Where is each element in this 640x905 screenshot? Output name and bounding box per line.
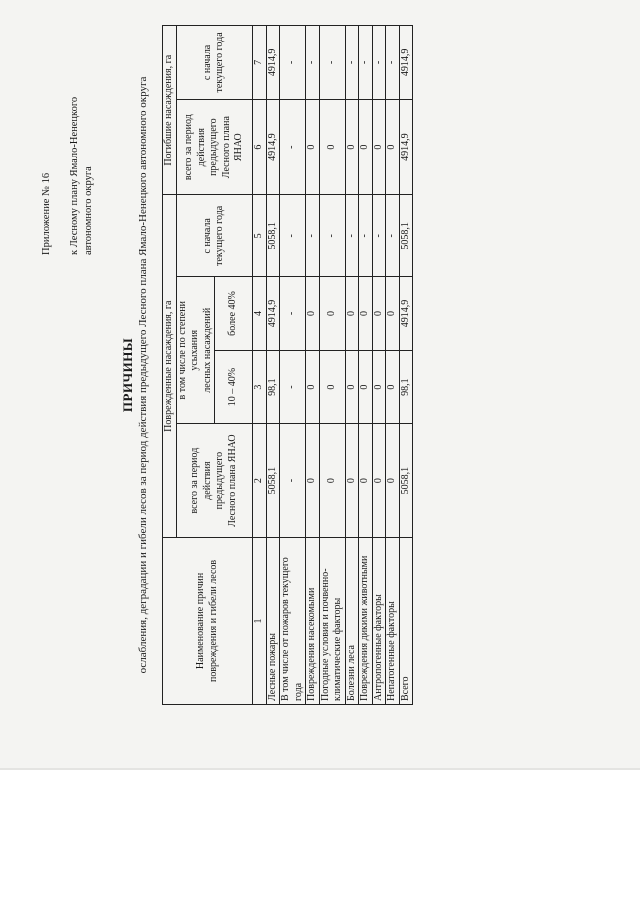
row-value: 0 — [386, 277, 400, 351]
row-value: 98,1 — [399, 350, 413, 424]
row-value: 0 — [319, 350, 345, 424]
appendix-note — [40, 25, 96, 255]
header-causes-line: Наименование причин — [195, 572, 206, 670]
row-label: Болезни леса — [345, 537, 359, 704]
row-value: 5058,1 — [266, 195, 280, 277]
row-value: - — [372, 26, 386, 100]
appendix-line1: к Лесному плану Ямало-Ненецкого — [69, 96, 80, 255]
row-value: - — [386, 195, 400, 277]
header-line: текущего года — [214, 205, 226, 266]
row-value: 0 — [372, 277, 386, 351]
row-value: 0 — [372, 99, 386, 195]
header-line: всего за период — [183, 114, 194, 181]
row-label: В том числе от пожаров текущего года — [280, 537, 306, 704]
row-value: 0 — [319, 277, 345, 351]
row-value: 0 — [359, 277, 373, 351]
header-dead-since-year — [176, 26, 253, 100]
row-value: - — [319, 195, 345, 277]
row-value: - — [386, 26, 400, 100]
row-value: 0 — [359, 350, 373, 424]
row-value: 0 — [386, 99, 400, 195]
row-value: 4914,9 — [266, 99, 280, 195]
row-value: 4914,9 — [399, 26, 413, 100]
header-dead-group: Погибшие насаждения, га — [163, 26, 177, 196]
row-value: - — [359, 195, 373, 277]
row-value: - — [280, 350, 306, 424]
header-line: Лесного плана ЯНАО — [226, 434, 238, 527]
row-value: 0 — [345, 99, 359, 195]
row-value: - — [345, 26, 359, 100]
causes-table-wrapper — [162, 25, 413, 705]
header-line: предыдущего — [214, 451, 226, 510]
table-row — [399, 26, 413, 705]
sheet-edge — [0, 768, 640, 770]
header-line: с начала — [201, 44, 213, 81]
header-line: действия — [201, 461, 213, 500]
row-label: Непатогенные факторы — [386, 537, 400, 704]
rotated-page — [40, 25, 600, 725]
row-value: - — [345, 195, 359, 277]
column-index: 3 — [253, 350, 267, 424]
row-value: 0 — [319, 424, 345, 538]
table-row — [386, 26, 400, 705]
header-line: текущего года — [214, 32, 226, 93]
column-index: 5 — [253, 195, 267, 277]
header-degree-over-40: более 40% — [215, 277, 253, 351]
header-line: всего за период — [189, 447, 201, 514]
row-value: 0 — [386, 424, 400, 538]
row-value: 4914,9 — [266, 277, 280, 351]
table-row — [359, 26, 373, 705]
row-value: - — [372, 195, 386, 277]
table-row — [372, 26, 386, 705]
row-value: 0 — [345, 350, 359, 424]
appendix-number: Приложение № 16 — [41, 172, 52, 255]
row-label: Всего — [399, 537, 413, 704]
row-value: - — [280, 277, 306, 351]
header-line: лесных насаждений — [201, 307, 213, 393]
row-value: 0 — [306, 99, 320, 195]
row-value: 0 — [306, 424, 320, 538]
column-index: 4 — [253, 277, 267, 351]
row-label: Повреждения дикими животными — [359, 537, 373, 704]
row-value: 0 — [345, 277, 359, 351]
appendix-line2: автономного округа — [83, 166, 94, 255]
row-label: Повреждения насекомыми — [306, 537, 320, 704]
row-value: 5058,1 — [399, 424, 413, 538]
header-dead-total — [176, 99, 253, 195]
row-value: 5058,1 — [266, 424, 280, 538]
row-value: 0 — [319, 99, 345, 195]
header-causes — [163, 537, 253, 704]
table-row — [345, 26, 359, 705]
row-value: 0 — [359, 99, 373, 195]
row-value: 4914,9 — [266, 26, 280, 100]
row-value: 0 — [306, 277, 320, 351]
header-line: действия — [195, 127, 207, 167]
header-damaged-since-year — [176, 195, 253, 277]
row-label: Лесные пожары — [266, 537, 280, 704]
document-subtitle: ослабления, деградации и гибели лесов за период действия предыдущего Лесного плана Ямало-Ненецкого автономного округа — [137, 76, 149, 674]
row-value: 98,1 — [266, 350, 280, 424]
header-line: в том числе по степени усыхания — [176, 301, 200, 400]
header-degree — [176, 277, 215, 424]
row-value: - — [359, 26, 373, 100]
table-row — [319, 26, 345, 705]
causes-table — [162, 25, 413, 705]
row-value: 4914,9 — [399, 99, 413, 195]
header-damaged-group: Поврежденные насаждения, га — [163, 195, 177, 537]
row-value: 0 — [372, 350, 386, 424]
row-value: - — [306, 195, 320, 277]
header-line: с начала — [201, 218, 213, 254]
header-line: Лесного плана ЯНАО — [220, 116, 244, 179]
row-value: 0 — [359, 424, 373, 538]
header-causes-line: повреждения и гибели лесов — [207, 559, 219, 683]
table-body — [266, 26, 413, 705]
column-index: 6 — [253, 99, 267, 195]
row-value: 0 — [372, 424, 386, 538]
row-value: 0 — [386, 350, 400, 424]
column-index: 2 — [253, 424, 267, 538]
header-degree-10-40: 10 – 40% — [215, 350, 253, 424]
table-row — [306, 26, 320, 705]
row-value: - — [280, 424, 306, 538]
row-value: - — [319, 26, 345, 100]
document-heading — [120, 25, 150, 725]
table-row — [280, 26, 306, 705]
header-damaged-total — [176, 424, 253, 538]
row-value: - — [306, 26, 320, 100]
row-label: Антропогенные факторы — [372, 537, 386, 704]
row-value: - — [280, 26, 306, 100]
row-value: 0 — [306, 350, 320, 424]
header-line: предыдущего — [208, 118, 219, 176]
document-title: ПРИЧИНЫ — [120, 337, 135, 413]
row-value: 4914,9 — [399, 277, 413, 351]
row-value: - — [280, 195, 306, 277]
column-index: 1 — [253, 537, 267, 704]
row-label: Погодные условия и почвенно-климатические факторы — [319, 537, 345, 704]
row-value: 5058,1 — [399, 195, 413, 277]
row-value: 0 — [345, 424, 359, 538]
row-value: - — [280, 99, 306, 195]
column-index: 7 — [253, 26, 267, 100]
table-row — [266, 26, 280, 705]
